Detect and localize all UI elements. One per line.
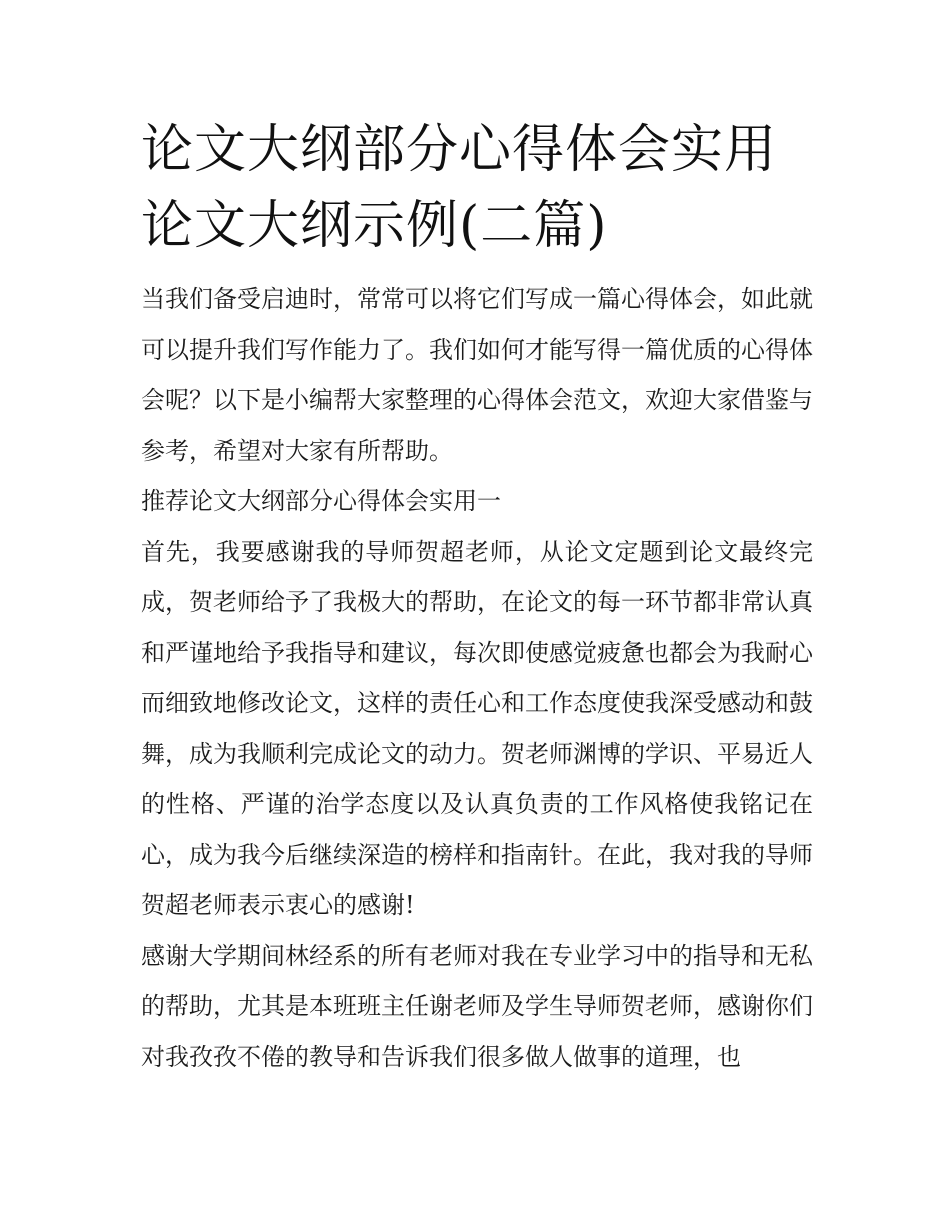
document-page bbox=[141, 112, 813, 1082]
body-paragraph: 感谢大学期间林经系的所有老师对我在专业学习中的指导和无私的帮助，尤其是本班班主任谢老师及学生导师贺老师，感谢你们对我孜孜不倦的教导和告诉我们很多做人做事的道理，也 bbox=[141, 941, 813, 1071]
intro-paragraph: 当我们备受启迪时，常常可以将它们写成一篇心得体会，如此就可以提升我们写作能力了。我们如何才能写得一篇优质的心得体会呢？以下是小编帮大家整理的心得体会范文，欢迎大家借鉴与参考，希望对大家有所帮助。 bbox=[141, 285, 813, 465]
document-title: 论文大纲部分心得体会实用 论文大纲示例(二篇) bbox=[141, 120, 778, 256]
section-heading: 推荐论文大纲部分心得体会实用一 bbox=[141, 487, 501, 515]
body-paragraph: 首先，我要感谢我的导师贺超老师，从论文定题到论文最终完成，贺老师给予了我极大的帮助，在论文的每一环节都非常认真和严谨地给予我指导和建议，每次即使感觉疲惫也都会为我耐心而细致地修改论文，这样的责任心和工作态度使我深受感动和鼓舞，成为我顺利完成论文的动力。贺老师渊博的学识、平易近人的性格、严谨的治学态度以及认真负责的工作风格使我铭记在心，成为我今后继续深造的榜样和指南针。在此，我对我的导师贺超老师表示衷心的感谢! bbox=[141, 537, 813, 919]
document-body bbox=[141, 274, 813, 1082]
